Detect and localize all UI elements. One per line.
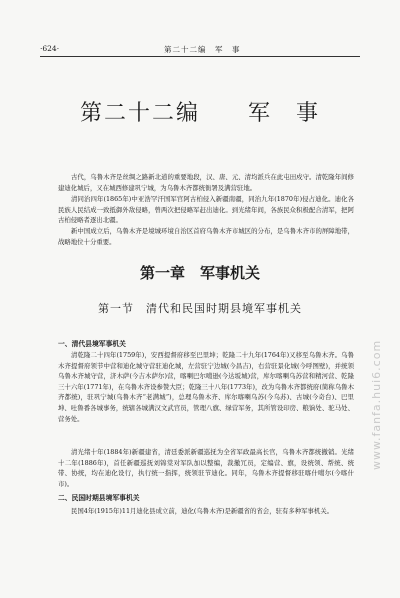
body-paragraph-1: 清乾隆二十四年(1759年)，安西提督府移至巴里坤；乾隆二十九年(1764年)又移至乌鲁木齐。乌鲁木齐提督府领节中营和迪化城守营驻迪化城，左营驻宁边城(今昌吉)，右营驻景化城(今呼图壁)，并统领乌鲁木齐城守营，济木萨(今吉木萨尔)营，喀喇巴尔噶逊(今达坂城)营，库尔喀喇乌苏营和精河营、乾隆三十六年(1771年)，在乌鲁木齐设参赞大臣；乾隆三十八年(1773年)，改为乌鲁木齐都统府(简称乌鲁木齐都统)，驻巩宁城(乌鲁木齐“老满城”)，总理乌鲁木齐、库尔喀喇乌苏(今乌苏)、古城(今奇台)、巴里坤、吐鲁番各城事务，统辖各城满汉文武官员，管理八旗、绿营军务，其所管设印房、粮饷处、驼马处、营务处。 [58,351,354,423]
page-header [40,44,360,58]
chapter-title: 第一章 军事机关 [139,264,260,282]
body-paragraph-3: 民国4年(1915年)11月迪化县成立前，迪化(乌鲁木齐)是新疆省的省会，驻有多种军事机关。 [71,507,334,515]
subsection-heading-1: 一、清代县境军事机关 [58,340,126,348]
body-paragraph-2: 清光绪十年(1884年)新疆建省，清廷委派新疆巡抚为全省军政最高长官，乌鲁木齐都统撤销。光绪十二年(1886年)，首任新疆巡抚刘锦棠对军队加以整编，裁撤冗员，定编营、旗，设统领、帮统、统带、协统，均在迪化设行，执行统一指挥，统领驻节迪化。同年，乌鲁木齐提督移驻喀什噶尔(今喀什市)。 [58,448,354,488]
intro-paragraph-3: 新中国成立后，乌鲁木齐是境城环境自治区首府乌鲁木齐市城区的分布，是乌鲁木齐市的屏障地带，战略地位十分重要。 [58,227,354,246]
section-title: 第一节 清代和民国时期县境军事机关 [98,302,302,315]
page-number: ·624· [40,44,60,53]
running-title: 第二十二编 军 事 [164,45,241,54]
intro-paragraph-1: 古代，乌鲁木齐是丝绸之路新北道的重要地段，汉、唐、元、清均派兵在此屯田戍守。清乾隆年间修建迪化城后，又在城西修建巩宁城，为乌鲁木齐都统衙署及满营驻地。 [58,173,354,192]
part-title: 第二十二编 军 事 [79,101,320,126]
header-rule [40,56,360,57]
watermark: www.fanfa.hui6.com [370,339,383,470]
intro-paragraph-2: 清同治四年(1865年)中亚浩罕汗国军官阿古柏侵入新疆南疆，同治九年(1870年)侵占迪化。迪化各民族人民结成一致抵御外敌侵略，曾两次把侵略军赶出迪化。到光绪年间，各族民众积极配合清军，把阿古柏侵略者逐出北疆。 [58,195,354,225]
subsection-heading-2: 二、民国时期县境军事机关 [58,494,140,502]
